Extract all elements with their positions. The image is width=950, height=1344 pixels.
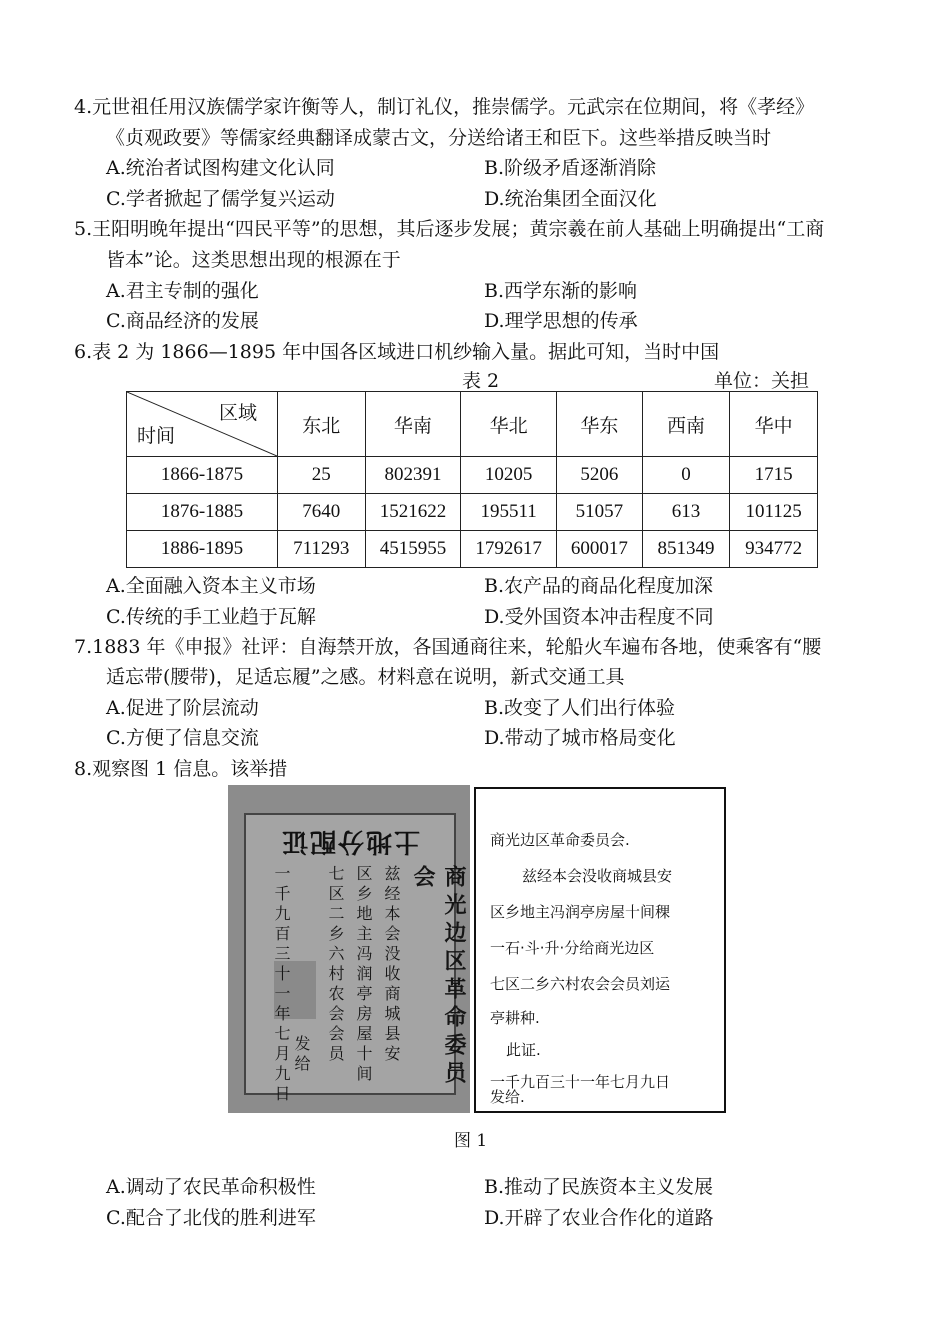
certificate-col3: 区乡地主冯润亭房屋十间 [354, 865, 373, 1085]
q4-option-a[interactable]: A.统治者试图构建文化认同 [106, 157, 335, 179]
table-cell: 51057 [556, 494, 642, 531]
land-certificate-photo [228, 785, 470, 1113]
q7-stem-line1: 7.1883 年《申报》社评：自海禁开放，各国通商往来，轮船火车遍布各地，使乘客有“腰 [74, 636, 822, 658]
certificate-transcription [474, 787, 726, 1113]
q5-option-b[interactable]: B.西学东渐的影响 [484, 280, 638, 302]
q7-stem-line2: 适忘带(腰带)，足适忘履”之感。材料意在说明，新式交通工具 [106, 666, 625, 688]
col-header: 华北 [461, 392, 557, 457]
q7-option-d[interactable]: D.带动了城市格局变化 [484, 727, 676, 749]
q4-option-d[interactable]: D.统治集团全面汉化 [484, 188, 657, 210]
certificate-col6: 发给 [292, 1035, 311, 1075]
col-header: 东北 [278, 392, 366, 457]
transcription-line: 一石·斗·升·分给商光边区 [490, 939, 655, 957]
q8-stem-line1: 8.观察图 1 信息。该举措 [74, 758, 288, 780]
table-cell: 10205 [461, 457, 557, 494]
figure-caption: 图 1 [454, 1131, 488, 1151]
q6-option-b[interactable]: B.农产品的商品化程度加深 [484, 575, 714, 597]
q6-option-d[interactable]: D.受外国资本冲击程度不同 [484, 606, 714, 628]
q6-option-a[interactable]: A.全面融入资本主义市场 [106, 575, 316, 597]
table-caption: 表 2 [462, 370, 500, 392]
transcription-line: 此证. [506, 1041, 541, 1059]
table-cell: 711293 [278, 531, 366, 568]
q4-option-b[interactable]: B.阶级矛盾逐渐消除 [484, 157, 657, 179]
col-header: 华东 [556, 392, 642, 457]
table-cell: 1792617 [461, 531, 557, 568]
transcription-line: 兹经本会没收商城县安 [522, 867, 673, 885]
q6-option-c[interactable]: C.传统的手工业趋于瓦解 [106, 606, 316, 628]
q5-option-c[interactable]: C.商品经济的发展 [106, 310, 259, 332]
table-cell: 4515955 [365, 531, 461, 568]
certificate-col2: 兹经本会没收商城县安 [382, 865, 401, 1065]
q5-option-a[interactable]: A.君主专制的强化 [106, 280, 259, 302]
table-cell: 1521622 [365, 494, 461, 531]
table-cell: 25 [278, 457, 366, 494]
table-cell: 195511 [461, 494, 557, 531]
q8-option-b[interactable]: B.推动了民族资本主义发展 [484, 1176, 714, 1198]
q7-option-a[interactable]: A.促进了阶层流动 [106, 697, 259, 719]
q4-stem-line2: 《贞观政要》等儒家经典翻译成蒙古文，分送给诸王和臣下。这些举措反映当时 [106, 127, 772, 149]
transcription-line: 一千九百三十一年七月九日 [490, 1073, 671, 1091]
q7-option-c[interactable]: C.方便了信息交流 [106, 727, 259, 749]
table-cell: 7640 [278, 494, 366, 531]
table-unit: 单位：关担 [714, 370, 810, 392]
row-period: 1886-1895 [127, 531, 278, 568]
table-row [127, 457, 818, 494]
header-time: 时间 [137, 426, 176, 447]
q7-option-b[interactable]: B.改变了人们出行体验 [484, 697, 676, 719]
transcription-line: 区乡地主冯润亭房屋十间稞 [490, 903, 671, 921]
q4-option-c[interactable]: C.学者掀起了儒学复兴运动 [106, 188, 335, 210]
certificate-title: 土地分配证 [280, 826, 421, 856]
transcription-line: 七区二乡六村农会会员刘运 [490, 975, 671, 993]
col-header: 华中 [730, 392, 818, 457]
q8-option-d[interactable]: D.开辟了农业合作化的道路 [484, 1207, 714, 1229]
table-cell: 101125 [730, 494, 818, 531]
transcription-line: 发给. [490, 1088, 525, 1106]
q6-stem-line1: 6.表 2 为 1866—1895 年中国各区域进口机纱输入量。据此可知，当时中国 [74, 341, 720, 363]
col-header: 西南 [642, 392, 730, 457]
table-cell: 1715 [730, 457, 818, 494]
q4-stem-line1: 4.元世祖任用汉族儒学家许衡等人，制订礼仪，推崇儒学。元武宗在位期间，将《孝经》 [74, 96, 815, 118]
row-period: 1866-1875 [127, 457, 278, 494]
table-row [127, 494, 818, 531]
header-region: 区域 [218, 403, 257, 424]
col-header: 华南 [365, 392, 461, 457]
table-cell: 934772 [730, 531, 818, 568]
table-cell: 0 [642, 457, 730, 494]
certificate-col4: 七区二乡六村农会会员 [326, 865, 345, 1065]
certificate-col5: 一千九百三十一年七月九日 [272, 865, 291, 1105]
certificate-col1: 商光边区革命委员会 [410, 865, 467, 1089]
table-cell: 851349 [642, 531, 730, 568]
q5-stem-line1: 5.王阳明晚年提出“四民平等”的思想，其后逐步发展；黄宗羲在前人基础上明确提出“工商 [74, 218, 825, 240]
table-cell: 613 [642, 494, 730, 531]
transcription-line: 亭耕种. [490, 1009, 540, 1027]
q5-stem-line2: 皆本”论。这类思想出现的根源在于 [106, 249, 401, 271]
table-cell: 600017 [556, 531, 642, 568]
transcription-line: 商光边区革命委员会. [490, 831, 630, 849]
q8-option-a[interactable]: A.调动了农民革命积极性 [106, 1176, 316, 1198]
import-yarn-table [126, 391, 818, 568]
table-row [127, 531, 818, 568]
row-period: 1876-1885 [127, 494, 278, 531]
table-diagonal-header [127, 392, 278, 457]
table-cell: 5206 [556, 457, 642, 494]
table-cell: 802391 [365, 457, 461, 494]
q8-option-c[interactable]: C.配合了北伐的胜利进军 [106, 1207, 316, 1229]
q5-option-d[interactable]: D.理学思想的传承 [484, 310, 638, 332]
